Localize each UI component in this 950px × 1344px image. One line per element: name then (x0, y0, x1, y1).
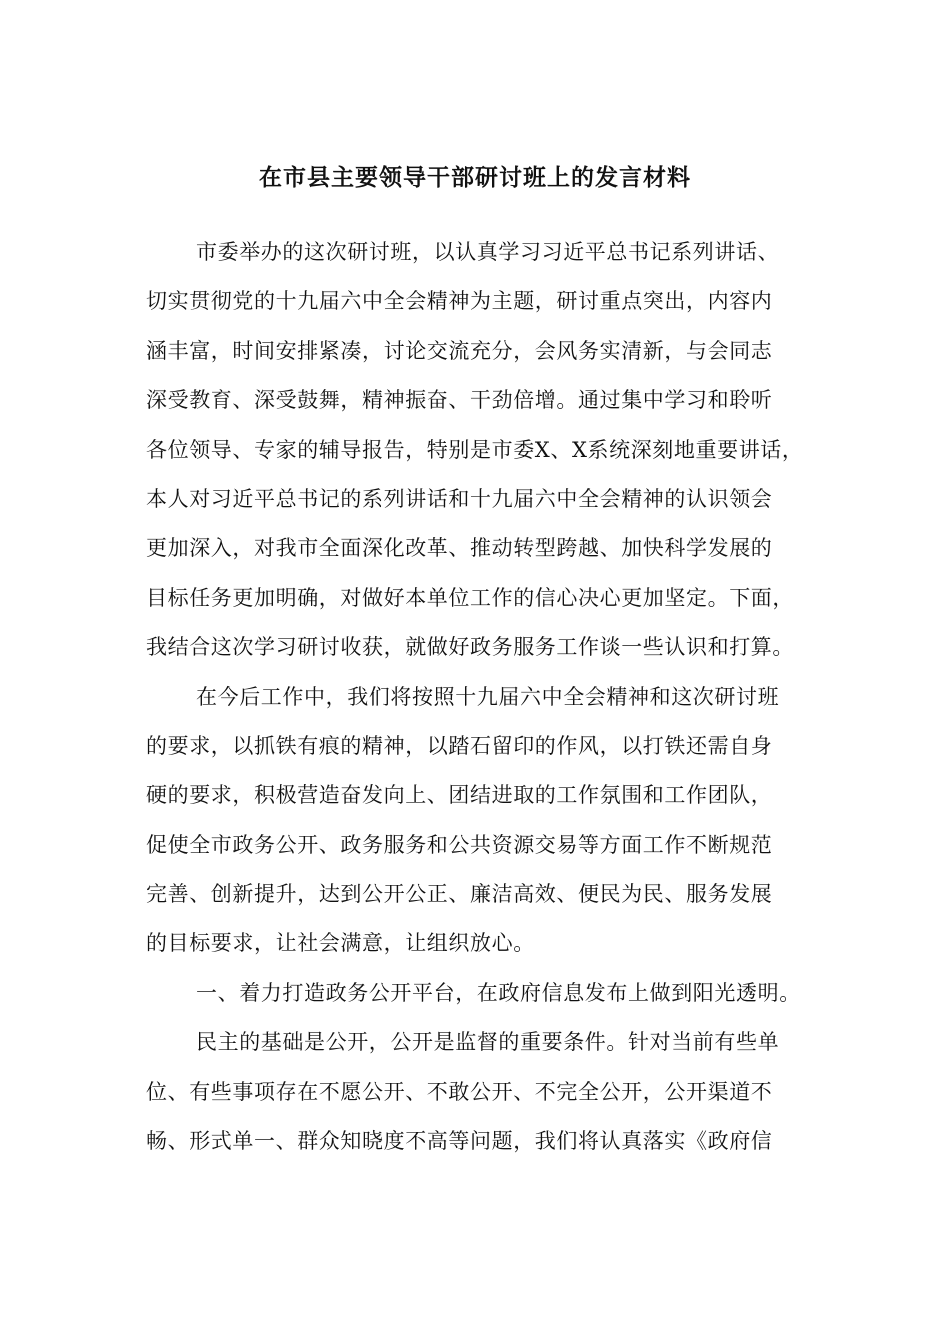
body-line: 各位领导、专家的辅导报告，特别是市委X、X系统深刻地重要讲话， (146, 437, 804, 462)
body-line: 促使全市政务公开、政务服务和公共资源交易等方面工作不断规范 (146, 832, 773, 857)
body-line: 在今后工作中，我们将按照十九届六中全会精神和这次研讨班 (196, 684, 780, 709)
document-body (146, 228, 822, 1166)
document-title: 在市县主要领导干部研讨班上的发言材料 (259, 164, 691, 191)
body-line: 市委举办的这次研讨班，以认真学习习近平总书记系列讲话、 (196, 240, 780, 264)
body-line: 涵丰富，时间安排紧凑，讨论交流充分，会风务实清新，与会同志 (146, 338, 773, 363)
body-line: 目标任务更加明确，对做好本单位工作的信心决心更加坚定。下面， (146, 585, 794, 610)
section-heading: 一、着力打造政务公开平台，在政府信息发布上做到阳光透明。 (196, 980, 801, 1005)
body-line: 本人对习近平总书记的系列讲话和十九届六中全会精神的认识领会 (146, 486, 773, 511)
body-line: 深受教育、深受鼓舞，精神振奋、干劲倍增。通过集中学习和聆听 (146, 388, 773, 413)
body-line: 切实贯彻党的十九届六中全会精神为主题，研讨重点突出，内容内 (146, 289, 773, 314)
body-line: 完善、创新提升，达到公开公正、廉洁高效、便民为民、服务发展 (146, 882, 773, 907)
body-line: 更加深入，对我市全面深化改革、推动转型跨越、加快科学发展的 (146, 536, 773, 561)
body-line: 位、有些事项存在不愿公开、不敢公开、不完全公开，公开渠道不 (146, 1079, 773, 1104)
body-line: 的目标要求，让社会满意，让组织放心。 (146, 931, 535, 956)
body-line: 硬的要求，积极营造奋发向上、团结进取的工作氛围和工作团队， (146, 783, 773, 808)
body-line: 我结合这次学习研讨收获，就做好政务服务工作谈一些认识和打算。 (146, 635, 794, 660)
body-line: 的要求，以抓铁有痕的精神，以踏石留印的作风，以打铁还需自身 (146, 733, 773, 758)
body-line: 民主的基础是公开，公开是监督的重要条件。针对当前有些单 (196, 1030, 780, 1055)
body-line: 畅、形式单一、群众知晓度不高等问题，我们将认真落实《政府信 (146, 1129, 773, 1154)
